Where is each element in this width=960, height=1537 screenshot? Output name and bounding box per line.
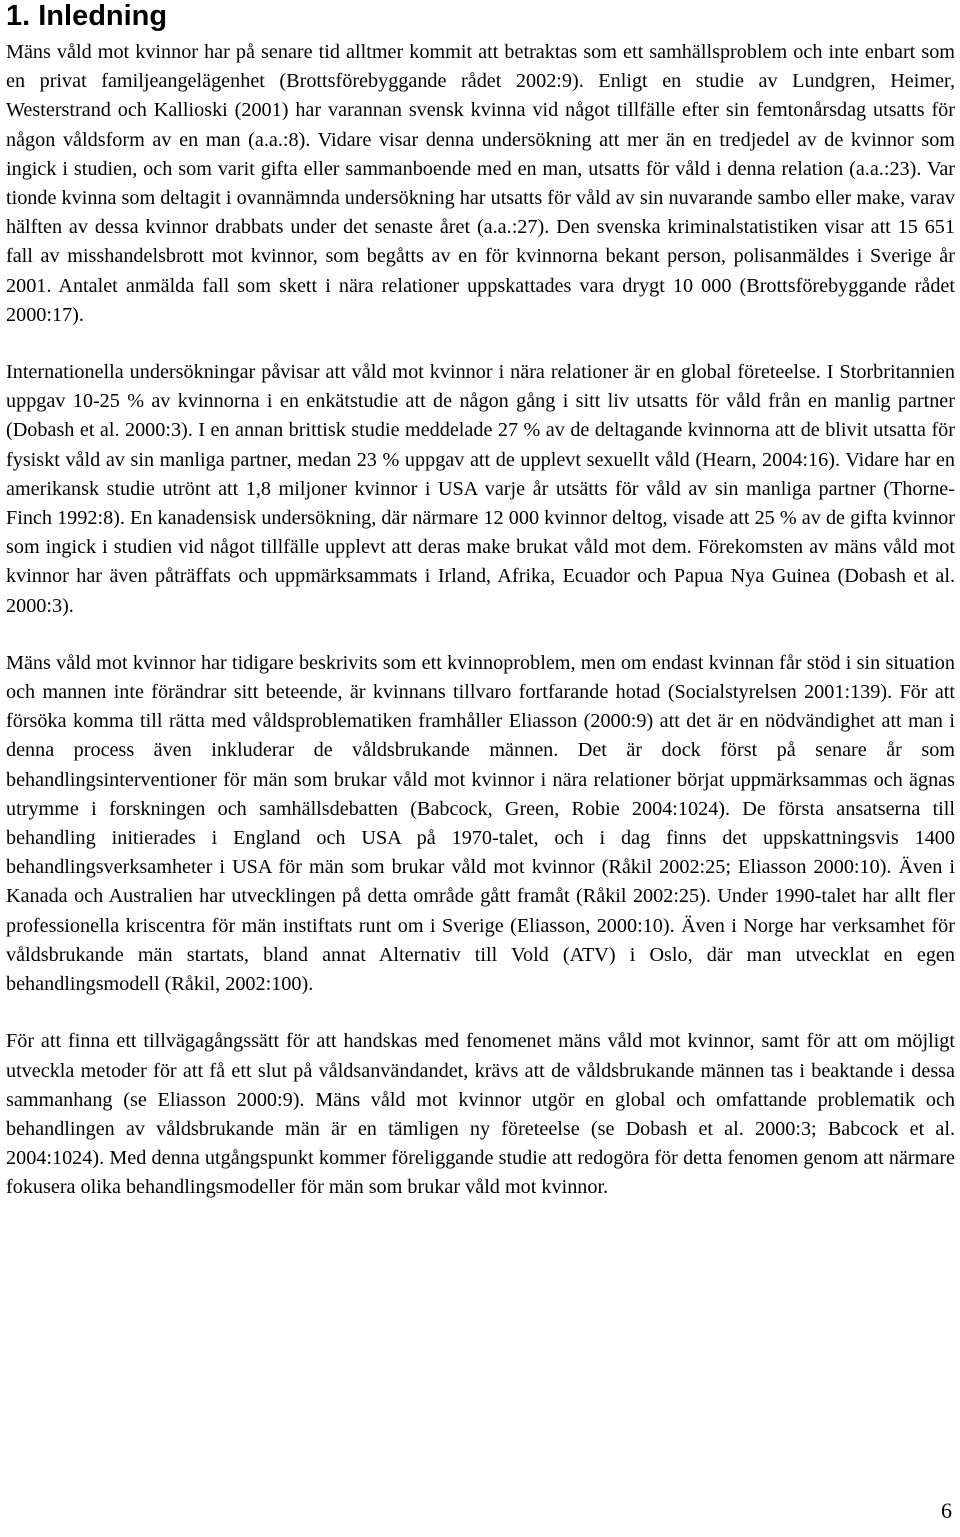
document-page: [6, 0, 955, 1203]
paragraph-1: Mäns våld mot kvinnor har på senare tid alltmer kommit att betraktas som ett samhällsproblem och inte enbart som en privat familjeangelägenhet (Brottsförebyggande rådet 2002:9). Enligt en studie av Lundgren, Heimer, Westerstrand och Kallioski (2001) har varannan svensk kvinna vid något tillfälle efter sin femtonårsdag utsatts för någon våldsform av en man (a.a.:8). Vidare visar denna undersökning att mer än en tredjedel av de kvinnor som ingick i studien, och som varit gifta eller sammanboende med en man, utsatts för våld i denna relation (a.a.:23). Var tionde kvinna som deltagit i ovannämnda undersökning har utsatts för våld av sin nuvarande sambo eller make, varav hälften av dessa kvinnor drabbats under det senaste året (a.a.:27). Den svenska kriminalstatistiken visar att 15 651 fall av misshandelsbrott mot kvinnor, som begåtts av en för kvinnorna bekant person, polisanmäldes i Sverige år 2001. Antalet anmälda fall som skett i nära relationer uppskattades vara drygt 10 000 (Brottsförebyggande rådet 2000:17).: [6, 41, 955, 326]
page-number: 6: [941, 1498, 952, 1523]
paragraph-3: Mäns våld mot kvinnor har tidigare beskrivits som ett kvinnoproblem, men om endast kvinnan får stöd i sin situation och mannen inte förändrar sitt beteende, är kvinnans tillvaro fortfarande hotad (Socialstyrelsen 2001:139). För att försöka komma till rätta med våldsproblematiken framhåller Eliasson (2000:9) att det är en nödvändighet att man i denna process även inkluderar de våldsbrukande männen. Det är dock först på senare år som behandlingsinterventioner för män som brukar våld mot kvinnor i nära relationer börjat uppmärksammas och ägnas utrymme i forskningen och samhällsdebatten (Babcock, Green, Robie 2004:1024). De första ansatserna till behandling initierades i England och USA på 1970-talet, och i dag finns det uppskattningsvis 1400 behandlingsverksamheter i USA för män som brukar våld mot kvinnor (Råkil 2002:25; Eliasson 2000:10). Även i Kanada och Australien har utvecklingen på detta område gått framåt (Råkil 2002:25). Under 1990-talet har allt fler professionella kriscentra för män instiftats runt om i Sverige (Eliasson, 2000:10). Även i Norge har verksamhet för våldsbrukande män startats, bland annat Alternativ till Vold (ATV) i Oslo, där man utvecklat en egen behandlingsmodell (Råkil, 2002:100).: [6, 651, 955, 996]
paragraph-2: Internationella undersökningar påvisar att våld mot kvinnor i nära relationer är en global företeelse. I Storbritannien uppgav 10-25 % av kvinnorna i en enkätstudie att de någon gång i sitt liv utsatts för våld från en manlig partner (Dobash et al. 2000:3). I en annan brittisk studie meddelade 27 % av de deltagande kvinnorna att de blivit utsatta för fysiskt våld av sin manliga partner, medan 23 % uppgav att de upplevt sexuellt våld (Hearn, 2004:16). Vidare har en amerikansk studie utrönt att 1,8 miljoner kvinnor i USA varje år utsätts för våld av sin manliga partner (Thorne-Finch 1992:8). En kanadensisk undersökning, där närmare 12 000 kvinnor deltog, visade att 25 % av de gifta kvinnor som ingick i studien vid något tillfälle upplevt att deras make brukat våld mot dem. Förekomsten av mäns våld mot kvinnor har även påträffats och uppmärksammats i Irland, Afrika, Ecuador och Papua Nya Guinea (Dobash et al. 2000:3).: [6, 361, 955, 617]
section-heading: 1. Inledning: [6, 0, 168, 32]
paragraph-4: För att finna ett tillvägagångssätt för att handskas med fenomenet mäns våld mot kvinnor, samt för att om möjligt utveckla metoder för att få ett slut på våldsanvändandet, krävs att de våldsbrukande männen tas i beaktande i dessa sammanhang (se Eliasson 2000:9). Mäns våld mot kvinnor utgör en global och omfattande problematik och behandlingen av våldsbrukande män är en tämligen ny företeelse (se Dobash et al. 2000:3; Babcock et al. 2004:1024). Med denna utgångspunkt kommer föreliggande studie att redogöra för detta fenomen genom att närmare fokusera olika behandlingsmodeller för män som brukar våld mot kvinnor.: [6, 1030, 955, 1199]
